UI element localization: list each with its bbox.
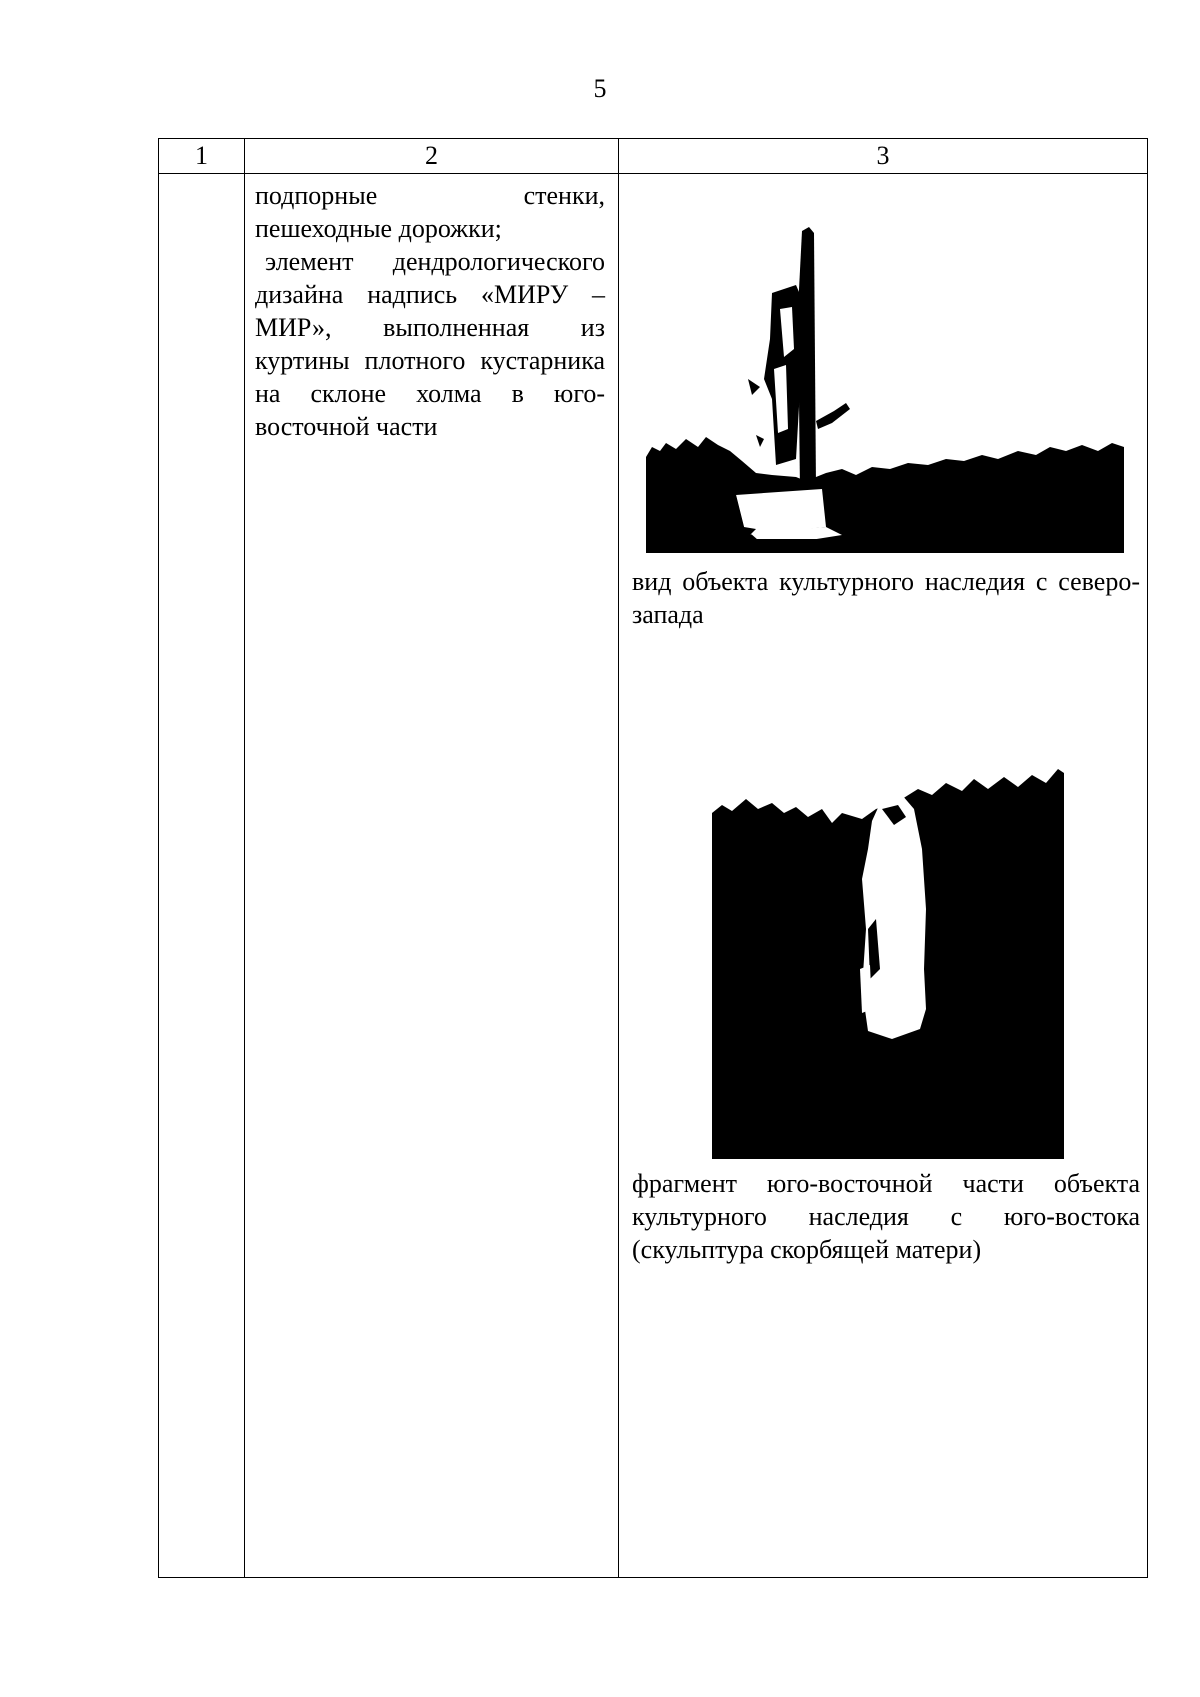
document-table	[158, 138, 1148, 1578]
photo-caption-1: вид объекта культурного наследия с северо-запада	[632, 567, 1140, 629]
description-cell	[255, 179, 605, 443]
header-col-2: 2	[425, 141, 438, 170]
description-paragraph: подпорные стенки, пешеходные дорожки;	[255, 181, 605, 243]
header-col-3: 3	[876, 141, 890, 170]
header-divider	[159, 173, 1147, 174]
monument-stele-photo	[646, 189, 1124, 553]
header-col-1: 1	[195, 141, 208, 170]
column-divider-1	[244, 139, 245, 1577]
column-divider-2	[618, 139, 619, 1577]
mourning-mother-sculpture-photo	[712, 769, 1064, 1159]
page-number: 5	[593, 74, 607, 103]
description-paragraph: элемент дендрологического дизайна надпись «МИРУ – МИР», выполненная из куртины плотного кустарника на склоне холма в юго-восточной части	[255, 247, 605, 441]
photo-caption-2: фрагмент юго-восточной части объекта культурного наследия с юго-востока (скульптура скорбящей матери)	[632, 1169, 1140, 1264]
